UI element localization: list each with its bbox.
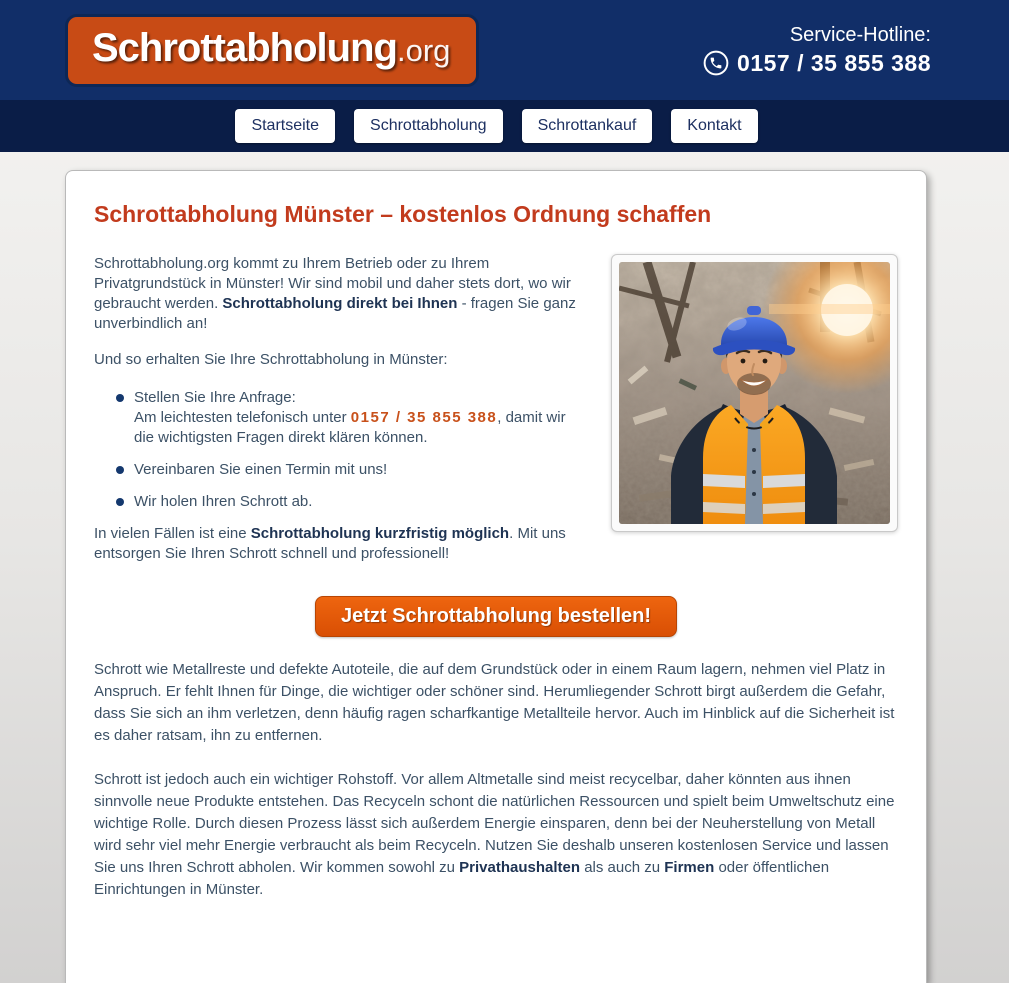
step1-phone-link[interactable]: 0157 / 35 855 388 (350, 409, 498, 426)
site-logo[interactable] (65, 14, 479, 87)
order-cta-button[interactable]: Jetzt Schrottabholung bestellen! (315, 596, 677, 637)
body-paragraph-1: Schrott wie Metallreste und defekte Autoteile, die auf dem Grundstück oder in einem Raum lagern, nehmen viel Platz in Anspruch. Er fehlt Ihnen für Dinge, die wichtiger oder schöner sind. Herumliegender Schrott birgt außerdem die Gefahr, dass Sie sich an ihm verletzen, denn häufig ragen scharfkantige Metallteile hervor. Auch im Hinblick auf die Sicherheit ist es daher ratsam, ihn zu entfernen. (94, 661, 895, 744)
intro-text: Schrottabholung.org kommt zu Ihrem Betrieb oder zu Ihrem Privatgrundstück in Münster! Wir sind mobil und daher stets dort, wo wir gebraucht werden. (94, 255, 571, 312)
nav-item-schrottabholung[interactable]: Schrottabholung (354, 109, 503, 143)
phone-icon (703, 50, 729, 76)
nav-item-kontakt[interactable]: Kontakt (671, 109, 757, 143)
step1-text-tail: , damit wir die wichtigsten Fragen direkt klären können. (134, 409, 566, 446)
step1-text: Am leichtesten telefonisch unter (134, 409, 351, 426)
paragraph2-bold-firmen: Firmen (664, 859, 715, 876)
list-item (116, 388, 576, 448)
site-header (0, 0, 1009, 100)
photo-frame (611, 254, 898, 532)
intro-bold-text: Schrottabholung direkt bei Ihnen (222, 295, 458, 312)
intro-column (94, 254, 576, 580)
hotline-number: 0157 / 35 855 388 (737, 49, 931, 76)
note-tail: . Mit uns entsorgen Sie Ihren Schrott schnell und professionell! (94, 525, 566, 562)
hotline-label: Service-Hotline: (789, 23, 931, 46)
nav-item-startseite[interactable]: Startseite (235, 109, 335, 143)
worker-photo (619, 262, 890, 524)
body-paragraph-2 (94, 769, 898, 901)
paragraph2-tail: oder öffentlichen Einrichtungen in Münster. (94, 859, 830, 898)
intro-row (94, 254, 898, 580)
nav-item-schrottankauf[interactable]: Schrottankauf (522, 109, 653, 143)
paragraph2-mid: als auch zu (580, 859, 665, 876)
main-nav (0, 100, 1009, 152)
step1-title: Stellen Sie Ihre Anfrage: (134, 389, 296, 406)
note-text: In vielen Fällen ist eine (94, 525, 251, 542)
intro-tail: - fragen Sie ganz unverbindlich an! (94, 295, 576, 332)
hotline-phone-link[interactable] (703, 50, 931, 77)
note-paragraph (94, 524, 576, 564)
steps-heading: Und so erhalten Sie Ihre Schrottabholung in Münster: (94, 351, 448, 368)
intro-paragraph (94, 254, 576, 334)
content-card (65, 170, 927, 983)
list-item: Vereinbaren Sie einen Termin mit uns! (116, 460, 576, 480)
list-item: Wir holen Ihren Schrott ab. (116, 492, 576, 512)
logo-name: Schrottabholung (92, 25, 397, 70)
page-title: Schrottabholung Münster – kostenlos Ordnung schaffen (94, 201, 712, 227)
hotline-block (703, 24, 931, 77)
steps-list (94, 388, 576, 512)
note-bold-text: Schrottabholung kurzfristig möglich (250, 525, 510, 542)
paragraph2-bold-privathaushalten: Privathaushalten (459, 859, 581, 876)
paragraph2-text: Schrott ist jedoch auch ein wichtiger Rohstoff. Vor allem Altmetalle sind meist recycelbar, daher könnten aus ihnen sinnvolle neue Produkte entstehen. Das Recyceln schont die natürlichen Ressourcen und spielt beim Umweltschutz eine wichtige Rolle. Durch diesen Prozess lässt sich außerdem Energie einsparen, denn bei der Neuherstellung von Metall wird sehr viel mehr Energie verbraucht als beim Recyceln. Nutzen Sie deshalb unseren kostenlosen Service und lassen Sie uns Ihren Schrott abholen. Wir kommen sowohl zu (94, 771, 895, 876)
logo-tld: .org (396, 32, 451, 68)
